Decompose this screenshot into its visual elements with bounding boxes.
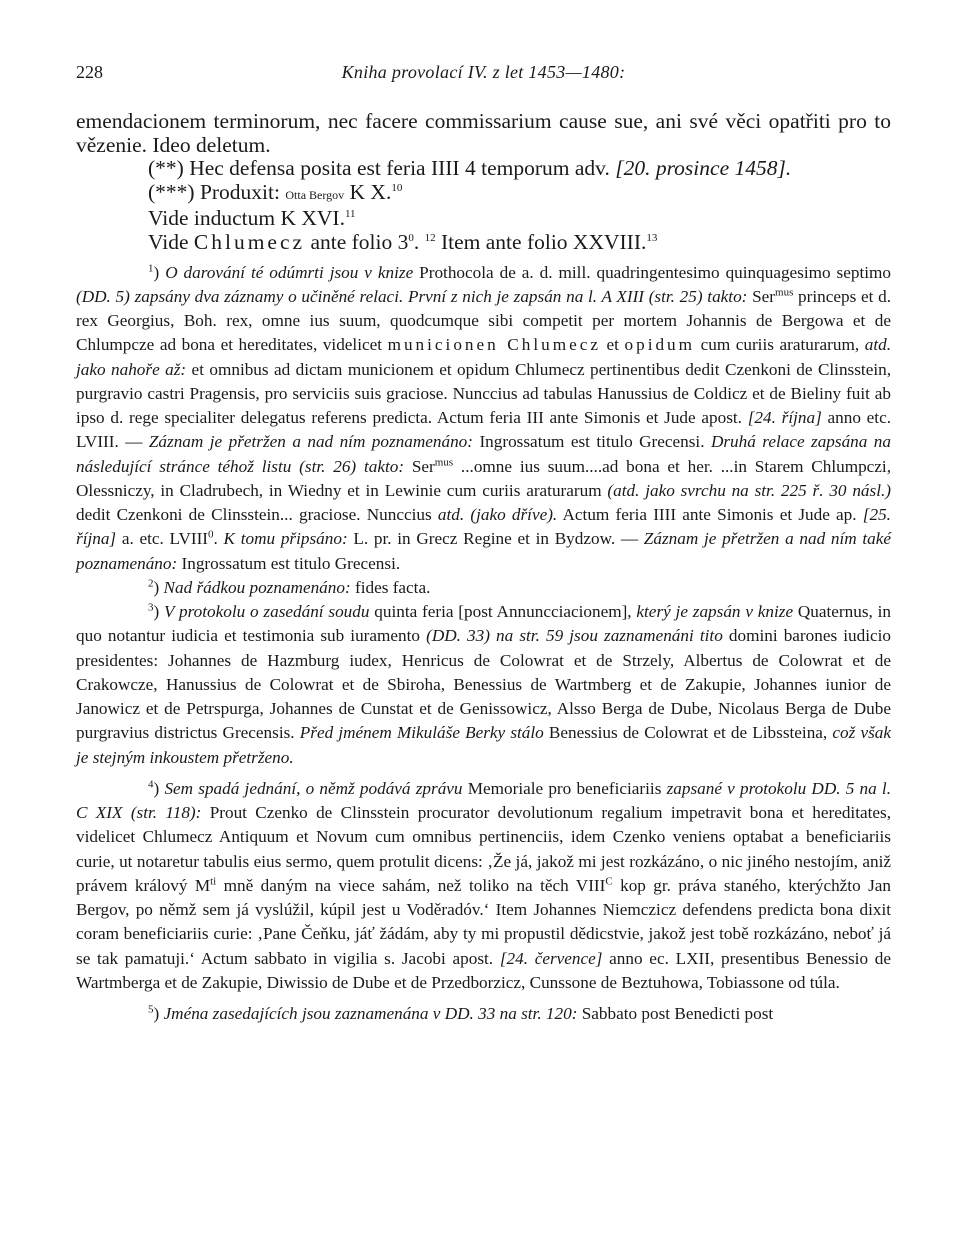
main-text-run: ante folio 3	[305, 229, 409, 254]
text-run: Memoriale pro beneficiariis	[462, 778, 667, 798]
italic-run: který je zapsán v knize	[636, 602, 794, 622]
text-run: ...omne ius suum....ad bona et her. ...in Starem Chlumpczi, Olessniczy, in Cladrubech, in Wiedny et in Lewinie cum curiis araturarum	[76, 456, 891, 500]
italic-run: Jména zasedajících jsou zaznamenána v DD. 33 na str. 120:	[163, 1004, 578, 1024]
italic-run: V protokolu o zasedání soudu	[164, 602, 370, 622]
degree-mark: 0	[408, 231, 414, 244]
footnote-4: $^4$) Sem spadá jednání, o němž podává zprávu Memoriale pro beneficiariis zapsané v protokolu DD. 5 na l. C XIX (str. 118): Prout Czenko de Clinsstein procurator devolutionum regalium impetravit bona et hereditates, videlicet Chlumecz Antiquum et Novum cum omnibus pertinenciis, idem Czenko veniens optabat a beneficiariis curie, ut notaretur tabulis eius sermo, quem protulit dicens: ‚Že já, jakož mi jest rozkázáno, o nic jiného nestojím, aniž právem králový $M^{ti}$ mně daným na viece sahám, než toliko na těch $VIII^C$ kop gr. práva staného, kterýchžto Jan Bergov, po němž sem já vyslúžil, kúpil jest u Voděradóv.‘ Item Johannes Niemczicz defendens predicta bona dixit coram beneficiariis curie: ‚Pane Čeňku, jáť žádám, aby ty mi propustil dědicstvie, jakož jest tobě rozkázáno, neboť já se tak pamatuji.‘ Actum sabbato in vigilia s. Jacobi apost. [24. července] anno ec. LXII, presentibus Benessio de Wartmberga et de Zakupie, Diwissio de Dube et de Przedborzicz, Cunssone de Beztuhowa, Tobiassone od túla.	[76, 778, 891, 992]
page-number: 228	[76, 62, 103, 82]
text-run: princeps et d. rex Georgius, Boh. rex, omne ius suum, quodcumque sibi competit per mortem Johannis de Bergowa et de Chlumpcze ad bona et hereditates, videlicet	[76, 286, 891, 355]
defense-note-line	[76, 157, 891, 181]
text-run: Quaternus, in quo notantur iudicia et testimonia sub iuramento	[76, 602, 891, 646]
italic-run: Druhá relace zapsána na následující stránce téhož listu (str. 26) takto:	[76, 432, 891, 476]
superscript: mus	[775, 286, 794, 299]
main-paragraph-1	[76, 110, 891, 157]
text-run: Actum feria IIII ante Simonis et Jude ap.	[557, 505, 863, 525]
main-text	[76, 110, 891, 255]
text-run: quinta feria [post Annuncciacionem],	[369, 602, 637, 622]
main-text-run: Item ante folio XXVIII.	[435, 229, 647, 254]
text-run: .	[213, 529, 224, 549]
text-run: et omnibus ad dictam municionem et opidum Chlumecz pertinentibus dedit Czenkoni de Clinsstein, purgravio castri Pragensis, pro serviciis suis graciose. Nunccius ad tabulas Hanussius de Coldicz et de Bieliny fuit ab ipso d. rege specialiter delegatus referens predicta. Actum feria III ante Simonis et Jude apost.	[76, 359, 891, 428]
produxit-line	[76, 181, 891, 208]
italic-run: [25. října]	[76, 505, 891, 549]
running-title: Kniha provolací IV. z let 1453—1480:	[341, 62, 626, 82]
text-run: Ingrossatum est titulo Grecensi.	[177, 553, 401, 573]
text-run: Benessius de Colowrat et de Libssteina,	[543, 723, 833, 743]
text-run: Ingrossatum est titulo Grecensi.	[473, 432, 711, 452]
text-run: Prout Czenko de Clinsstein procurator devolutionum regalium impetravit bona et hereditates, videlicet Chlumecz Antiquum et Novum cum omnibus pertinenciis, idem Czenko veniens optabat a beneficiariis curie, ut notaretur tabulis eius sermo, quem protulit dicens: ‚Že já, jakož mi jest rozkázáno, o nic jiného nestojím, aniž právem králový M	[76, 803, 891, 895]
footnote-2: $^2$) Nad řádkou poznamenáno: fides facta.	[148, 577, 431, 597]
date-annotation: [20. prosince 1458].	[615, 156, 792, 181]
italic-run: atd. (jako dříve).	[437, 505, 558, 525]
text-run: cum curiis araturarum,	[695, 335, 865, 355]
text-run: mně daným na viece sahám, než toliko na těch VIII	[216, 875, 606, 895]
spaced-text: municionen Chlumecz	[387, 335, 601, 355]
text-run: Ser	[747, 286, 776, 306]
superscript: mus	[434, 455, 454, 468]
text-run: domini barones iudicio presidentes: Johannes de Hazmburg iudex, Henricus de Colowrat et de Strzely, Albertus de Colowrat et de Crakowcze, Hanussius de Colowrat et de Sbiroha, Benessius de Wartmberg et de Zakupie, Johannes iunior de Janowicz et de Petrspurga, Johannes de Cunstat et de Genissowicz, Alsso Berga de Dube, Nicolaus Berga de Dube purgravius districtus Grecensis.	[76, 626, 891, 743]
italic-run: Záznam je přetržen a nad ním také poznamenáno:	[76, 529, 892, 573]
book-page	[76, 58, 891, 1026]
superscript: ti	[210, 875, 217, 888]
italic-run: [24. července]	[499, 948, 603, 968]
spaced-place-name: Chlumecz	[193, 229, 306, 254]
italic-run: (DD. 5) zapsány dva záznamy o učiněné relaci. První z nich je zapsán na l. A XIII (str. 25) takto:	[76, 286, 748, 306]
text-run: Prothocola de a. d. mill. quadringentesimo quinquagesimo septimo	[413, 262, 891, 282]
text-run: et	[600, 335, 625, 355]
main-text-run: emendacionem terminorum, nec facere commissarium cause sue, ani své věci opatřiti pro to vězenie. Ideo deletum.	[76, 109, 891, 157]
text-run: anno ec. LXII, presentibus Benessio de Wartmberga et de Zakupie, Diwissio de Dube et de Przedborzicz, Cunssone de Beztuhowa, Tobiassone od túla.	[76, 948, 891, 992]
text-run: Sabbato post Benedicti post	[577, 1004, 774, 1024]
footnote-ref: 12	[424, 231, 436, 244]
footnote-marker: 1	[148, 261, 154, 274]
text-run: dedit Czenkoni de Clinsstein... graciose. Nunccius	[76, 505, 438, 525]
footnote-1: $^1$) O darování té odúmrti jsou v knize Prothocola de a. d. mill. quadringentesimo quinquagesimo septimo (DD. 5) zapsány dva záznamy o učiněné relaci. První z nich je zapsán na l. A XIII (str. 25) takto: Ser$^{mus}$ princeps et d. rex Georgius, Boh. rex, omne ius suum, quodcumque sibi competit per mortem Johannis de Bergowa et de Chlumpcze ad bona et hereditates, videlicet municionen Chlumecz et opidum cum curiis araturarum, atd. jako nahoře až: et omnibus ad dictam municionem et opidum Chlumecz pertinentibus dedit Czenkoni de Clinsstein, purgravio castri Pragensis, pro serviciis suis graciose. Nunccius ad tabulas Hanussius de Coldicz et de Bieliny fuit ab ipso d. rege specialiter delegatus referens predicta. Actum feria III ante Simonis et Jude apost. [24. října] anno etc. LVIII. — Záznam je přetržen a nad ním poznamenáno: Ingrossatum est titulo Grecensi. Druhá relace zapsána na následující stránce téhož listu (str. 26) takto: Ser$^{mus}$ ...omne ius suum....ad bona et her. ...in Starem Chlumpczi, Olessniczy, in Cladrubech, in Wiedny et in Lewinie cum curiis araturarum (atd. jako svrchu na str. 225 ř. 30 násl.) dedit Czenkoni de Clinsstein... graciose. Nunccius atd. (jako dříve). Actum feria IIII ante Simonis et Jude ap. [25. října] a. etc. LVIII$^0$. K tomu připsáno: L. pr. in Grecz Regine et in Bydzow. — Záznam je přetržen a nad ním také poznamenáno: Ingrossatum est titulo Grecensi.	[76, 261, 892, 573]
italic-run: Nad řádkou poznamenáno:	[163, 577, 351, 597]
vide-chlumecz-line	[76, 231, 891, 255]
italic-run: Záznam je přetržen a nad ním poznamenáno:	[148, 432, 474, 452]
italic-run: atd. jako nahoře až:	[76, 335, 891, 379]
main-text-run: Vide	[148, 229, 194, 254]
footnote-ref: 11	[344, 208, 356, 221]
footnote-5: $^5$) Jména zasedajících jsou zaznamenána v DD. 33 na str. 120: Sabbato post Benedicti post	[148, 1003, 774, 1024]
footnotes	[76, 261, 891, 1027]
superscript: 0	[208, 528, 214, 541]
italic-run: (DD. 33) na str. 59 jsou zaznamenáni tito	[426, 626, 723, 646]
italic-run: Před jménem Mikuláše Berky stálo	[299, 723, 544, 743]
italic-run: K tomu připsáno:	[223, 529, 348, 549]
main-text-run: Vide inductum K XVI.	[148, 206, 345, 231]
italic-run: což však je stejným inkoustem přetrženo.	[76, 723, 891, 767]
superscript: C	[605, 875, 613, 888]
footnote-ref: 10	[391, 181, 403, 194]
spaced-text: opidum	[624, 335, 696, 355]
text-run: anno etc. LVIII. —	[76, 408, 892, 452]
footnote-marker: 2	[148, 577, 154, 590]
footnote-3: $^3$) V protokolu o zasedání soudu quinta feria [post Annuncciacionem], který je zapsán v knize Quaternus, in quo notantur iudicia et testimonia sub iuramento (DD. 33) na str. 59 jsou zaznamenáni tito domini barones iudicio presidentes: Johannes de Hazmburg iudex, Henricus de Colowrat et de Strzely, Albertus de Colowrat et de Crakowcze, Hanussius de Colowrat et de Sbiroha, Benessius de Wartmberg et de Zakupie, Johannes iunior de Janowicz et de Petrspurga, Johannes de Cunstat et de Genissowicz, Alsso Berga de Dube, Nicolaus Berga de Dube purgravius districtus Grecensis. Před jménem Mikuláše Berky stálo Benessius de Colowrat et de Libssteina, což však je stejným inkoustem přetrženo.	[76, 601, 891, 767]
italic-run: zapsané v protokolu DD. 5 na l. C XIX (str. 118):	[76, 778, 891, 823]
text-run: Ser	[404, 456, 435, 476]
main-text-run: .	[413, 229, 425, 254]
footnote-marker: 3	[148, 601, 154, 614]
text-run: a. etc. LVIII	[116, 529, 209, 549]
main-text-run: (**) Hec defensa posita est feria IIII 4 temporum adv.	[148, 156, 616, 181]
small-caps-name: Otta Bergov	[285, 187, 345, 202]
footnote-marker: 4	[148, 778, 154, 791]
main-text-run: K X.	[344, 179, 392, 204]
text-run: L. pr. in Grecz Regine et in Bydzow. —	[347, 529, 644, 549]
italic-run: Sem spadá jednání, o němž podává zprávu	[164, 778, 463, 798]
text-run: fides facta.	[350, 577, 431, 597]
italic-run: [24. října]	[747, 408, 822, 428]
italic-run: O darování té odúmrti jsou v knize	[165, 262, 414, 282]
main-text-run: (***) Produxit:	[148, 179, 286, 204]
text-run: kop gr. práva staného, kterýchžto Jan Bergov, po němž sem já vyslúžil, kúpil jest u Voděradóv.‘ Item Johannes Niemczicz defendens predicta bona dixit coram beneficiariis curie: ‚Pane Čeňku, jáť žádám, aby ty mi propustil dědicstvie, jakož jest tobě rozkázáno, neboť já se tak pamatuji.‘ Actum sabbato in vigilia s. Jacobi apost.	[76, 875, 891, 968]
running-head	[76, 58, 891, 88]
vide-inductum-line	[76, 207, 891, 231]
italic-run: (atd. jako svrchu na str. 225 ř. 30 násl.)	[607, 480, 891, 500]
footnote-ref: 13	[646, 231, 658, 244]
footnote-marker: 5	[148, 1003, 154, 1016]
